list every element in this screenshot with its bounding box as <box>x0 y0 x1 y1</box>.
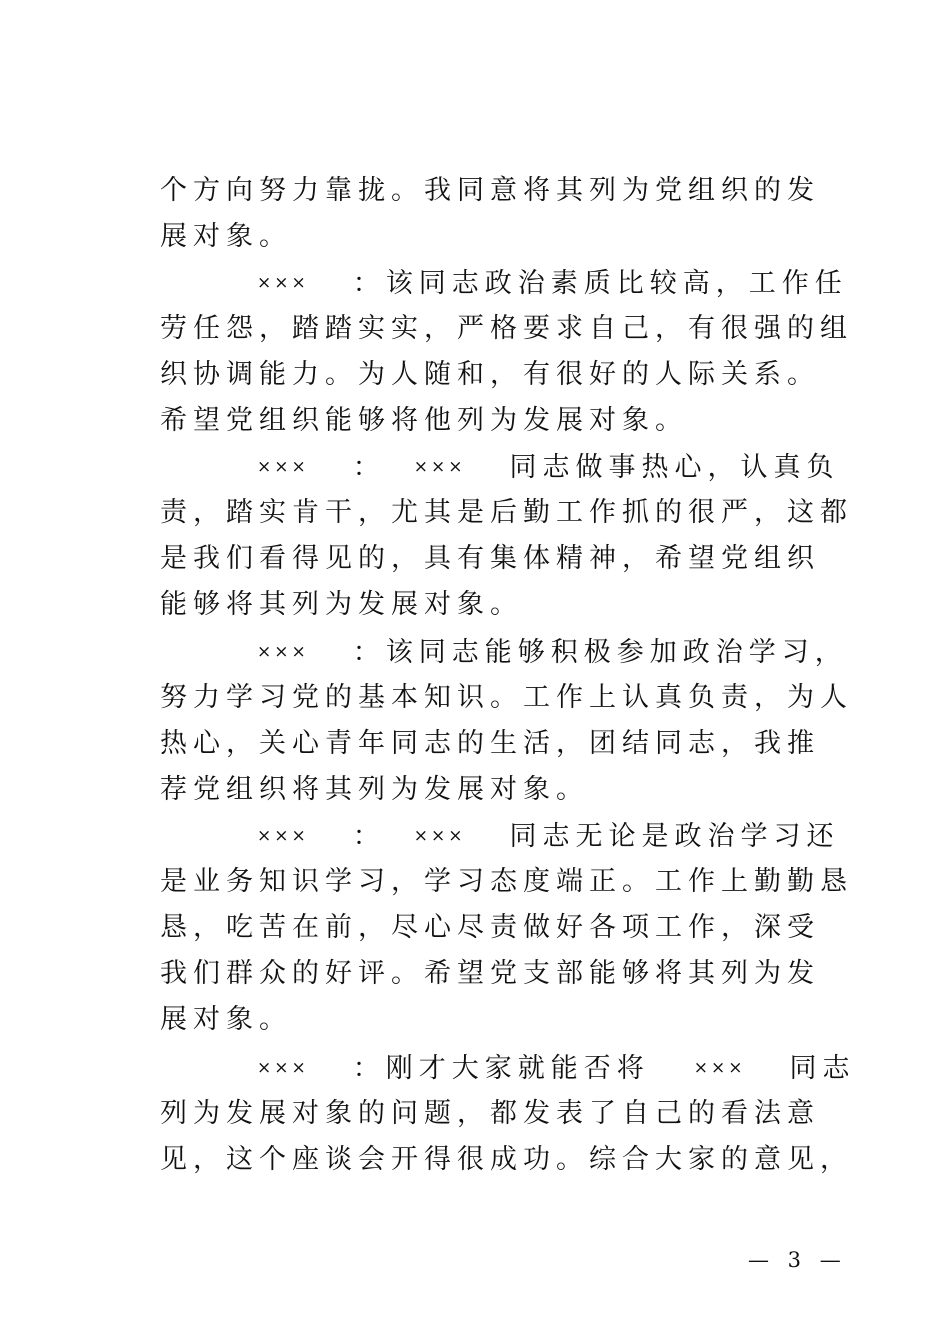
speaker-paragraph-start <box>257 632 848 672</box>
referenced-name: ××× <box>413 826 466 846</box>
text-line: 我们群众的好评。希望党支部能够将其列为发 <box>160 958 820 989</box>
speaker-paragraph-start <box>257 1048 856 1088</box>
text-line: 恳，吃苦在前，尽心尽责做好各项工作，深受 <box>160 912 820 943</box>
speaker-name: ××× <box>257 457 309 477</box>
speaker-comment: 同志做事热心，认真负 <box>509 452 840 483</box>
text-line: 展对象。 <box>160 221 292 252</box>
text-line: 希望党组织能够将他列为发展对象。 <box>160 405 688 436</box>
text-line: 织协调能力。为人随和，有很好的人际关系。 <box>160 359 820 390</box>
text-line: 列为发展对象的问题，都发表了自己的看法意 <box>160 1098 820 1129</box>
speaker-colon: ： <box>352 452 386 483</box>
text-line: 努力学习党的基本知识。工作上认真负责，为人 <box>160 682 853 713</box>
speaker-paragraph-start <box>257 816 840 856</box>
speaker-comment: 同志无论是政治学习还 <box>509 821 840 852</box>
text-line: 热心，关心青年同志的生活，团结同志，我推 <box>160 728 820 759</box>
referenced-name: ××× <box>413 457 466 477</box>
speaker-comment-tail: 同志 <box>789 1053 856 1084</box>
speaker-name: ××× <box>257 273 309 293</box>
speaker-comment: ：该同志政治素质比较高，工作任 <box>352 268 848 299</box>
speaker-paragraph-start <box>257 447 840 487</box>
speaker-colon: ： <box>352 821 386 852</box>
referenced-name: ××× <box>693 1058 746 1078</box>
speaker-comment: ：刚才大家就能否将 <box>352 1053 650 1084</box>
text-line: 劳任怨，踏踏实实，严格要求自己，有很强的组 <box>160 313 853 344</box>
speaker-name: ××× <box>257 1058 309 1078</box>
text-line: 见，这个座谈会开得很成功。综合大家的意见， <box>160 1144 853 1175</box>
speaker-name: ××× <box>257 826 309 846</box>
text-line: 是业务知识学习，学习态度端正。工作上勤勤恳 <box>160 866 853 897</box>
speaker-comment: ：该同志能够积极参加政治学习， <box>352 637 848 668</box>
speaker-name: ××× <box>257 642 309 662</box>
text-line: 责，踏实肯干，尤其是后勤工作抓的很严，这都 <box>160 497 853 528</box>
speaker-paragraph-start <box>257 263 848 303</box>
text-line: 个方向努力靠拢。我同意将其列为党组织的发 <box>160 175 820 206</box>
text-line: 荐党组织将其列为发展对象。 <box>160 774 589 805</box>
page-number: — 3 — <box>748 1248 847 1272</box>
text-line: 能够将其列为发展对象。 <box>160 589 523 620</box>
text-line: 是我们看得见的，具有集体精神，希望党组织 <box>160 543 820 574</box>
text-line: 展对象。 <box>160 1004 292 1035</box>
